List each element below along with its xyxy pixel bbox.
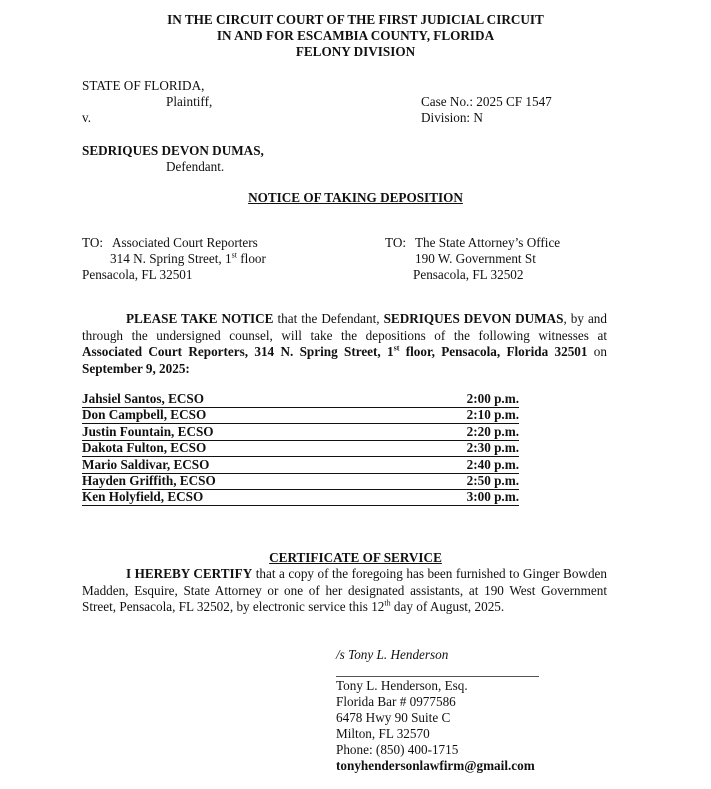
to-left-street-post: floor (236, 251, 266, 266)
division: Division: N (421, 110, 483, 125)
witness-name: Don Campbell, ECSO (82, 407, 207, 423)
notice-text-2: , by and through the undersigned counsel, will take the depositions of the following witnesses at (82, 311, 607, 343)
court-line-2: IN AND FOR ESCAMBIA COUNTY, FLORIDA (216, 28, 495, 43)
case-number: Case No.: 2025 CF 1547 (421, 94, 552, 109)
witness-time: 2:00 p.m. (466, 391, 519, 406)
witness-time: 2:50 p.m. (466, 473, 519, 488)
document-title: NOTICE OF TAKING DEPOSITION (248, 190, 463, 205)
defendant-role: Defendant. (166, 159, 225, 174)
notice-text-1: that the Defendant, (273, 311, 384, 326)
certificate-text-post: day of August, 2025. (390, 599, 505, 614)
witness-row (82, 391, 519, 408)
to-left-street (110, 251, 266, 267)
to-right-label: TO: (385, 235, 407, 250)
witness-time: 3:00 p.m. (466, 489, 519, 505)
to-right-street: 190 W. Government St (415, 251, 536, 266)
court-line-3: FELONY DIVISION (295, 44, 416, 59)
attorney-name: Tony L. Henderson, Esq. (336, 678, 468, 693)
to-left-name: Associated Court Reporters (112, 235, 258, 250)
versus: v. (82, 110, 92, 125)
bar-number: Florida Bar # 0977586 (336, 694, 456, 709)
notice-defendant: SEDRIQUES DEVON DUMAS (383, 311, 564, 326)
address-line-1: 6478 Hwy 90 Suite C (336, 710, 451, 725)
witness-time: 2:20 p.m. (466, 423, 519, 439)
certificate-paragraph (82, 566, 607, 616)
notice-date: September 9, 2025: (82, 360, 190, 376)
phone: Phone: (850) 400-1715 (336, 742, 459, 757)
certificate-title: CERTIFICATE OF SERVICE (269, 550, 442, 565)
witness-name: Hayden Griffith, ECSO (82, 473, 216, 488)
notice-paragraph (82, 311, 607, 377)
e-signature: /s Tony L. Henderson (336, 647, 449, 662)
plaintiff-name: STATE OF FLORIDA, (82, 78, 205, 93)
witness-row (82, 440, 519, 457)
witness-time: 2:40 p.m. (466, 456, 519, 472)
notice-text-3: on (587, 344, 607, 359)
witness-row (82, 457, 519, 474)
notice-location-sup: st (393, 343, 400, 353)
to-left-street-sup: st (231, 250, 237, 260)
court-heading (0, 12, 711, 60)
to-left-label: TO: (82, 235, 104, 250)
notice-location-text: Associated Court Reporters, 314 N. Spring Street, 1 (82, 344, 394, 359)
witness-name: Dakota Fulton, ECSO (82, 440, 207, 456)
to-right-city: Pensacola, FL 32502 (413, 267, 524, 282)
witness-time: 2:10 p.m. (466, 407, 519, 423)
witness-name: Mario Saldivar, ECSO (82, 456, 210, 472)
email-link[interactable]: tonyhendersonlawfirm@gmail.com (336, 758, 535, 773)
certificate-lead: I HEREBY CERTIFY (126, 566, 253, 581)
witness-row (82, 407, 519, 424)
address-line-2: Milton, FL 32570 (336, 726, 430, 741)
certificate-text: that a copy of the foregoing has been furnished to Ginger Bowden Madden, Esquire, State Attorney or one of her designated assistants, at 190 West Government Street, Pensacola, FL 32502, by electronic service this 12 (82, 566, 607, 614)
witness-time: 2:30 p.m. (466, 440, 519, 456)
to-right-name: The State Attorney’s Office (415, 235, 561, 250)
notice-location (82, 344, 588, 359)
to-left-street-text: 314 N. Spring Street, 1 (110, 251, 232, 266)
court-line-1: IN THE CIRCUIT COURT OF THE FIRST JUDICIAL CIRCUIT (167, 12, 544, 27)
witness-row (82, 424, 519, 441)
witness-name: Ken Holyfield, ECSO (82, 489, 204, 505)
witness-row (82, 489, 519, 506)
notice-lead: PLEASE TAKE NOTICE (126, 311, 274, 326)
notice-location-post: floor, Pensacola, Florida 32501 (399, 344, 588, 359)
signature-line (336, 676, 539, 677)
defendant-name: SEDRIQUES DEVON DUMAS, (82, 143, 264, 158)
to-left-city: Pensacola, FL 32501 (82, 267, 193, 282)
witness-name: Jahsiel Santos, ECSO (82, 391, 205, 406)
witness-row (82, 473, 519, 490)
plaintiff-role: Plaintiff, (166, 94, 213, 109)
certificate-day-sup: th (384, 598, 391, 608)
witness-name: Justin Fountain, ECSO (82, 423, 214, 439)
